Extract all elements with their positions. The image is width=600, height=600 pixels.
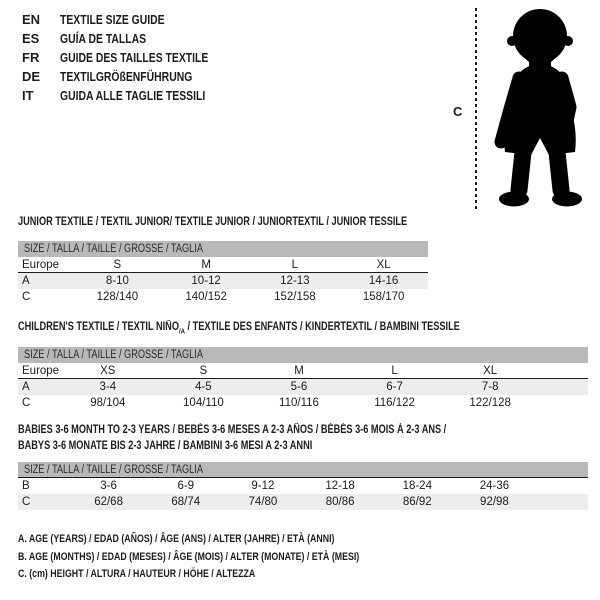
value-cell: 6-7 bbox=[386, 381, 403, 393]
height-measure-dashed-line bbox=[475, 8, 477, 210]
language-title: TEXTILE SIZE GUIDE bbox=[60, 12, 165, 27]
row-label: C bbox=[22, 397, 31, 409]
babies-title-line1: BABIES 3-6 MONTH TO 2-3 YEARS / BEBÉS 3-6 MESES A 2-3 AÑOS / BÉBÉS 3-6 MOIS À 2-3 ANS / bbox=[18, 424, 447, 436]
size-cell: XS bbox=[100, 364, 116, 377]
row-label: C bbox=[22, 496, 31, 508]
value-cell: 158/170 bbox=[362, 291, 405, 303]
size-cell: XL bbox=[483, 364, 498, 377]
table-row-months bbox=[18, 478, 588, 494]
language-row-en bbox=[22, 10, 245, 29]
value-cell: 152/158 bbox=[274, 291, 316, 303]
value-cell: 104/110 bbox=[183, 397, 224, 409]
note-age-years bbox=[18, 533, 445, 551]
language-title: TEXTILGRÖßENFÜHRUNG bbox=[60, 69, 193, 84]
value-cell: 9-12 bbox=[251, 480, 275, 492]
note-text: B. AGE (MONTHS) / EDAD (MESES) / ÂGE (MOIS) / ALTER (MONATE) / ETÀ (MESI) bbox=[18, 550, 360, 563]
table-row-height bbox=[18, 494, 588, 510]
value-cell: 18-24 bbox=[402, 480, 432, 492]
note-text: C. (cm) HEIGHT / ALTURA / HAUTEUR / HÖHE / ALTEZZA bbox=[18, 568, 256, 580]
value-cell: 68/74 bbox=[171, 496, 201, 508]
row-label: A bbox=[22, 381, 30, 393]
height-measure-label: C bbox=[453, 104, 463, 119]
size-cell: L bbox=[291, 258, 299, 271]
value-cell: 4-5 bbox=[195, 381, 212, 393]
size-header-row bbox=[18, 347, 588, 363]
value-cell: 7-8 bbox=[481, 381, 499, 393]
value-cell: 8-10 bbox=[105, 275, 129, 287]
value-cell: 110/116 bbox=[279, 397, 319, 409]
size-cell: L bbox=[391, 364, 398, 377]
value-cell: 12-13 bbox=[280, 275, 310, 287]
babies-title-line2: BABYS 3-6 MONATE BIS 2-3 JAHRE / BAMBINI 3-6 MESI A 2-3 ANNI bbox=[18, 440, 313, 452]
value-cell: 5-6 bbox=[290, 381, 308, 393]
size-cell: XL bbox=[376, 258, 391, 271]
value-cell: 10-12 bbox=[191, 275, 221, 287]
value-cell: 12-18 bbox=[325, 480, 355, 492]
children-section-title-text bbox=[18, 321, 460, 335]
language-row-es bbox=[22, 29, 245, 48]
title-pre: CHILDREN'S TEXTILE / TEXTIL NIÑO bbox=[18, 321, 179, 333]
size-header-text: SIZE / TALLA / TAILLE / GRÖSSE / TAGLIA bbox=[24, 243, 203, 255]
size-cell: M bbox=[294, 364, 304, 377]
babies-size-table bbox=[18, 462, 588, 510]
size-header-row bbox=[18, 241, 428, 257]
legend-notes bbox=[18, 533, 445, 586]
note-height-cm bbox=[18, 568, 445, 586]
note-text: A. AGE (YEARS) / EDAD (AÑOS) / ÂGE (ANS) / ALTER (JAHRE) / ETÀ (ANNI) bbox=[18, 533, 335, 545]
language-title: GUIDE DES TAILLES TEXTILE bbox=[60, 50, 209, 65]
table-row-height bbox=[18, 395, 588, 411]
value-cell: 62/68 bbox=[94, 496, 123, 508]
value-cell: 14-16 bbox=[368, 275, 399, 287]
junior-section-title-text: JUNIOR TEXTILE / TEXTIL JUNIOR/ TEXTILE JUNIOR / JUNIORTEXTIL / JUNIOR TESSILE bbox=[18, 216, 408, 228]
value-cell: 74/80 bbox=[248, 496, 278, 508]
language-code: FR bbox=[22, 50, 40, 65]
children-size-table bbox=[18, 347, 588, 411]
language-row-it bbox=[22, 86, 245, 105]
row-label: A bbox=[22, 275, 30, 287]
children-section-title bbox=[18, 321, 570, 335]
row-label: Europe bbox=[22, 364, 60, 377]
language-code: ES bbox=[22, 31, 40, 46]
value-cell: 140/152 bbox=[185, 291, 227, 303]
language-row-de bbox=[22, 67, 245, 86]
size-cell: M bbox=[201, 258, 211, 271]
value-cell: 80/86 bbox=[325, 496, 355, 508]
table-row-europe bbox=[18, 257, 428, 273]
table-row-age bbox=[18, 379, 588, 395]
size-header-text: SIZE / TALLA / TAILLE / GRÖSSE / TAGLIA bbox=[24, 463, 203, 476]
value-cell: 86/92 bbox=[402, 496, 432, 508]
table-row-age bbox=[18, 273, 428, 289]
table-row-europe bbox=[18, 363, 588, 379]
value-cell: 122/128 bbox=[469, 397, 511, 409]
title-post: / TEXTILE DES ENFANTS / KINDERTEXTIL / BAMBINI TESSILE bbox=[184, 321, 460, 333]
note-age-months bbox=[18, 551, 445, 569]
value-cell: 3-4 bbox=[99, 381, 117, 393]
language-title-block bbox=[22, 10, 245, 105]
value-cell: 116/122 bbox=[374, 397, 415, 409]
row-label: B bbox=[22, 480, 30, 492]
babies-section-title bbox=[18, 422, 553, 454]
baby-silhouette-icon bbox=[487, 6, 593, 212]
language-row-fr bbox=[22, 48, 245, 67]
junior-size-table bbox=[18, 241, 428, 305]
size-header-text: SIZE / TALLA / TAILLE / GRÖSSE / TAGLIA bbox=[24, 349, 203, 361]
value-cell: 128/140 bbox=[96, 291, 139, 303]
size-cell: S bbox=[113, 258, 122, 271]
language-code: IT bbox=[22, 88, 34, 103]
language-code: DE bbox=[22, 69, 41, 84]
value-cell: 92/98 bbox=[480, 496, 509, 508]
row-label: C bbox=[22, 291, 31, 303]
language-title: GUIDA ALLE TAGLIE TESSILI bbox=[60, 88, 206, 103]
table-row-height bbox=[18, 289, 428, 305]
value-cell: 6-9 bbox=[177, 480, 195, 492]
row-label: Europe bbox=[22, 258, 60, 271]
junior-section-title bbox=[18, 216, 504, 228]
title-subscript: /A bbox=[178, 326, 185, 336]
value-cell: 24-36 bbox=[479, 480, 510, 492]
value-cell: 98/104 bbox=[90, 397, 126, 409]
size-cell: S bbox=[199, 364, 208, 377]
value-cell: 3-6 bbox=[100, 480, 117, 492]
language-code: EN bbox=[22, 12, 41, 27]
size-header-row bbox=[18, 462, 588, 478]
language-title: GUÍA DE TALLAS bbox=[60, 31, 147, 46]
